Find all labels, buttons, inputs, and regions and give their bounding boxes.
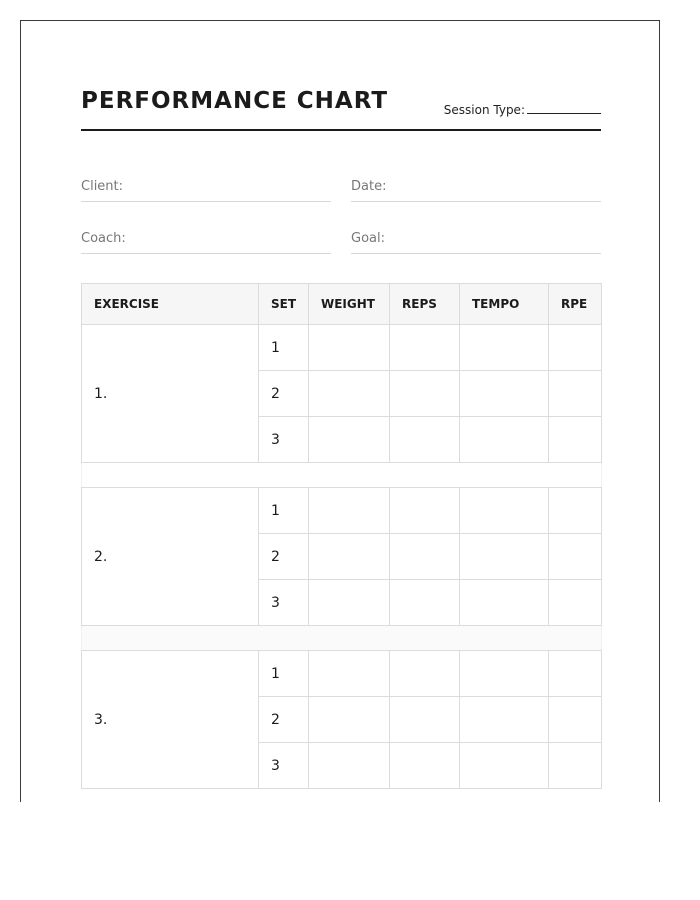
coach-label: Coach: [81, 231, 126, 246]
reps-cell[interactable] [390, 697, 460, 743]
reps-cell[interactable] [390, 743, 460, 789]
weight-cell[interactable] [309, 417, 390, 463]
reps-cell[interactable] [390, 417, 460, 463]
weight-cell[interactable] [309, 325, 390, 371]
performance-table [81, 283, 602, 789]
table-row [82, 651, 602, 697]
set-number: 2 [259, 697, 309, 743]
spacer-cell [82, 626, 602, 651]
reps-cell[interactable] [390, 534, 460, 580]
set-number: 3 [259, 417, 309, 463]
rpe-cell[interactable] [549, 580, 602, 626]
column-header-reps: REPS [390, 284, 460, 325]
title-block [81, 87, 601, 131]
exercise-cell[interactable]: 2. [82, 488, 259, 626]
goal-label: Goal: [351, 231, 385, 246]
column-header-set: SET [259, 284, 309, 325]
set-number: 1 [259, 325, 309, 371]
table-row [82, 488, 602, 534]
tempo-cell[interactable] [460, 743, 549, 789]
rpe-cell[interactable] [549, 371, 602, 417]
set-number: 3 [259, 743, 309, 789]
column-header-rpe: RPE [549, 284, 602, 325]
tempo-cell[interactable] [460, 697, 549, 743]
weight-cell[interactable] [309, 743, 390, 789]
rpe-cell[interactable] [549, 651, 602, 697]
column-header-tempo: TEMPO [460, 284, 549, 325]
date-field[interactable] [351, 177, 601, 202]
coach-field[interactable] [81, 229, 331, 254]
rpe-cell[interactable] [549, 417, 602, 463]
tempo-cell[interactable] [460, 580, 549, 626]
session-type-label: Session Type: [443, 103, 525, 117]
set-number: 2 [259, 371, 309, 417]
reps-cell[interactable] [390, 580, 460, 626]
rpe-cell[interactable] [549, 743, 602, 789]
table-header-row [82, 284, 602, 325]
set-number: 1 [259, 488, 309, 534]
exercise-cell[interactable]: 3. [82, 651, 259, 789]
column-header-exercise: EXERCISE [82, 284, 259, 325]
spacer-cell [82, 463, 602, 488]
rpe-cell[interactable] [549, 697, 602, 743]
tempo-cell[interactable] [460, 417, 549, 463]
reps-cell[interactable] [390, 371, 460, 417]
performance-chart-sheet [20, 20, 660, 802]
set-number: 3 [259, 580, 309, 626]
rpe-cell[interactable] [549, 488, 602, 534]
tempo-cell[interactable] [460, 325, 549, 371]
rpe-cell[interactable] [549, 325, 602, 371]
tempo-cell[interactable] [460, 534, 549, 580]
tempo-cell[interactable] [460, 488, 549, 534]
session-type-field[interactable] [444, 101, 601, 118]
client-label: Client: [81, 179, 124, 194]
set-number: 2 [259, 534, 309, 580]
weight-cell[interactable] [309, 371, 390, 417]
exercise-cell[interactable]: 1. [82, 325, 259, 463]
table-row [82, 325, 602, 371]
weight-cell[interactable] [309, 534, 390, 580]
session-type-blank[interactable] [527, 101, 601, 114]
goal-field[interactable] [351, 229, 601, 254]
reps-cell[interactable] [390, 651, 460, 697]
rpe-cell[interactable] [549, 534, 602, 580]
weight-cell[interactable] [309, 651, 390, 697]
column-header-weight: WEIGHT [309, 284, 390, 325]
tempo-cell[interactable] [460, 651, 549, 697]
client-field[interactable] [81, 177, 331, 202]
date-label: Date: [351, 179, 387, 194]
reps-cell[interactable] [390, 325, 460, 371]
weight-cell[interactable] [309, 580, 390, 626]
page-title: PERFORMANCE CHART [81, 88, 389, 114]
reps-cell[interactable] [390, 488, 460, 534]
weight-cell[interactable] [309, 697, 390, 743]
set-number: 1 [259, 651, 309, 697]
spacer-row [82, 463, 602, 488]
spacer-row [82, 626, 602, 651]
weight-cell[interactable] [309, 488, 390, 534]
tempo-cell[interactable] [460, 371, 549, 417]
